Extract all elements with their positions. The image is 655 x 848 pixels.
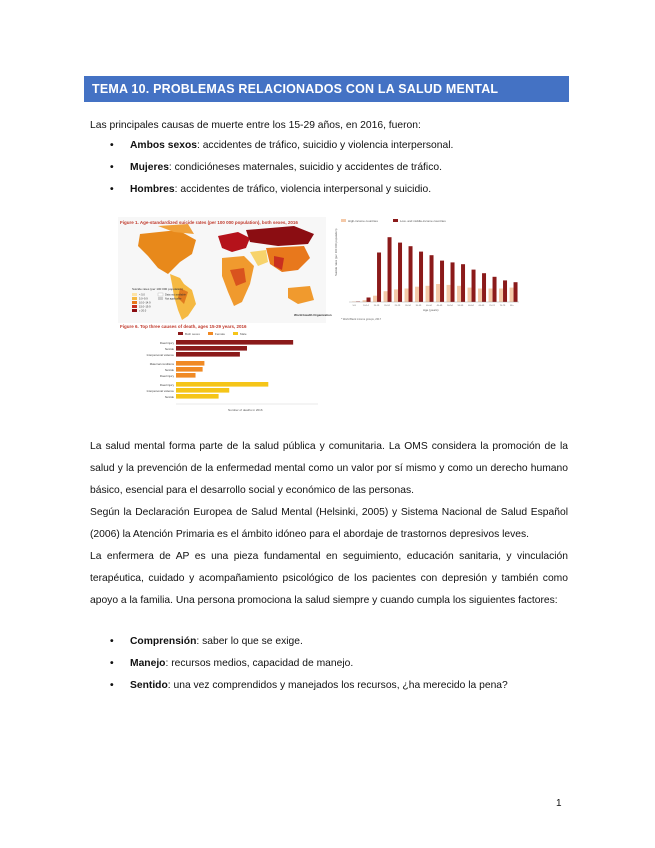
factor-text: : saber lo que se exige. [196, 636, 303, 647]
y-tick-label: Road injury [159, 341, 174, 345]
bar-45-49 [436, 284, 440, 302]
bar-legend-label: High-income countries [348, 219, 378, 223]
bar-male [176, 382, 268, 387]
bar-70-74 [493, 277, 497, 302]
list-item [90, 161, 568, 183]
x-tick-label: 80+ [510, 305, 514, 307]
legend-swatch [233, 332, 238, 335]
factor-text: : recursos medios, capacidad de manejo. [165, 658, 354, 669]
cause-text: : accidentes de tráfico, suicidio y violencia interpersonal. [196, 140, 454, 151]
bar-male [176, 388, 229, 393]
legend-swatch [132, 305, 137, 308]
x-tick-label: 65-69 [478, 305, 485, 307]
bar-male [176, 394, 219, 399]
y-tick-label: Road injury [159, 383, 174, 387]
x-tick-label: 55-59 [457, 305, 464, 307]
bar-55-59 [461, 264, 465, 302]
bar-female [176, 367, 203, 372]
bar-10-14 [363, 300, 367, 302]
legend-swatch [178, 332, 183, 335]
bar-80+ [514, 282, 518, 302]
x-tick-label: 50-54 [447, 305, 453, 307]
list-item [90, 657, 568, 679]
factor-label: Comprensión [130, 636, 197, 647]
x-tick-label: 70-74 [489, 305, 495, 307]
bar-15-19 [373, 296, 377, 302]
legend-label: ≥ 20.0 [139, 309, 147, 313]
cause-text: : condicióneses maternales, suicidio y accidentes de tráfico. [168, 162, 442, 173]
x-tick-label: 25-29 [394, 305, 401, 307]
bar2-title: Figure 6. Top three causes of death, ages 15-29 years, 2016 [120, 324, 247, 329]
top-causes-bar-chart [118, 322, 328, 412]
bar-30-34 [409, 246, 413, 302]
y-tick-label: Suicide [164, 368, 174, 372]
bar-80+ [510, 288, 514, 302]
bar-female [176, 373, 196, 378]
y-tick-label: Road injury [159, 374, 174, 378]
bar-20-24 [384, 291, 388, 302]
legend-label: < 5.0 [139, 293, 145, 297]
figure-composite [118, 212, 528, 412]
bar-10-14 [367, 298, 371, 303]
bar-both-sexes [176, 352, 240, 357]
cause-label: Ambos sexos [130, 140, 197, 151]
y-tick-label: Maternal conditions [149, 362, 174, 366]
bar-55-59 [457, 286, 461, 302]
x-tick-label: 10-14 [363, 305, 369, 307]
section-title: TEMA 10. PROBLEMAS RELACIONADOS CON LA SALUD MENTAL [84, 76, 569, 102]
paragraph: Según la Declaración Europea de Salud Mental (Helsinki, 2005) y Sistema Nacional de Salud Español (2006) la Atención Primaria es el ámbito idóneo para el abordaje de trastornos depresivos leves. [90, 507, 568, 540]
x-tick-label: 75-79 [499, 305, 506, 307]
x-tick-label: 35-39 [415, 305, 422, 307]
bar-footnote: * World Bank income groups, 2017 [341, 318, 382, 321]
cause-text: : accidentes de tráfico, violencia interpersonal y suicidio. [174, 184, 432, 195]
y-tick-label: Interpersonal violence [146, 353, 174, 357]
legend-label: Not applicable [165, 297, 182, 301]
bar-25-29 [398, 243, 402, 302]
bar-15-19 [377, 253, 381, 303]
bar-female [176, 361, 204, 366]
age-suicide-bar-chart [333, 216, 523, 324]
list-item [90, 635, 568, 657]
list-item [90, 679, 568, 701]
bar-75-79 [499, 289, 503, 303]
bar-50-54 [451, 262, 455, 302]
bar-35-39 [419, 252, 423, 302]
bar-35-39 [415, 287, 419, 302]
factor-label: Manejo [130, 658, 166, 669]
x-tick-label: 20-24 [384, 305, 390, 307]
causes-list [90, 139, 568, 205]
legend-label: 15.0–19.9 [139, 305, 151, 309]
intro-text: Las principales causas de muerte entre los 15-29 años, en 2016, fueron: [90, 120, 421, 131]
who-logo-text: World Health Organization [294, 313, 332, 317]
legend-label: 5.0–9.9 [139, 297, 148, 301]
bar2-legend: Both sexes [185, 332, 200, 336]
legend-swatch [132, 301, 137, 304]
bar-70-74 [489, 289, 493, 303]
bar-both-sexes [176, 340, 293, 345]
factor-text: : una vez comprendidos y manejados los recursos, ¿ha merecido la pena? [167, 680, 508, 691]
legend-swatch [341, 219, 346, 222]
x-tick-label: 45-49 [436, 305, 443, 307]
y-tick-label: Suicide [164, 395, 174, 399]
bar-40-44 [426, 286, 430, 302]
y-tick-label: Suicide [164, 347, 174, 351]
bar-60-64 [472, 270, 476, 302]
bar-65-69 [482, 273, 486, 302]
bar-25-29 [394, 289, 398, 302]
paragraph: La salud mental forma parte de la salud pública y comunitaria. La OMS considera la promoción de la salud y la prevención de la enfermedad mental como un valor por sí mismo y como un derecho humano básico, esencial para el desarrollo social y económico de las personas. [90, 441, 568, 496]
bar2-legend: Female [215, 332, 226, 336]
factor-label: Sentido [130, 680, 168, 691]
bar-20-24 [388, 237, 392, 302]
legend-swatch [132, 293, 137, 296]
legend-label: 10.0–14.9 [139, 301, 151, 305]
map-title: Figure 1. Age-standardized suicide rates (per 100 000 population), both sexes, 2016 [120, 220, 298, 225]
paragraph: La enfermera de AP es una pieza fundamental en seguimiento, educación sanitaria, y vinculación terapéutica, cuidado y acompañamiento psicológico de los pacientes con depresión y también como apoyo a la familia. Una persona promociona la salud siempre y cuando cumpla los siguientes factores: [90, 551, 568, 606]
x-tick-label: 40-44 [426, 305, 432, 307]
bar-75-79 [503, 280, 507, 302]
bar-65-69 [478, 289, 482, 303]
factors-list [90, 635, 568, 701]
legend-swatch [158, 297, 163, 300]
map-legend-title: Suicide rates (per 100 000 population) [132, 287, 183, 291]
bar-50-54 [447, 285, 451, 302]
bar-xlabel: Age (years) [423, 308, 439, 312]
bar-legend-label: Low- and middle-income countries [400, 219, 446, 223]
bar-ylabel: Suicide rates (per 100 000 population) [334, 228, 338, 276]
bar-30-34 [405, 289, 409, 303]
bar-60-64 [468, 288, 472, 302]
x-tick-label: 15-19 [373, 305, 380, 307]
bar2-legend: Male [240, 332, 247, 336]
y-tick-label: Interpersonal violence [146, 389, 174, 393]
bar2-xlabel: Number of deaths in 2016 [228, 408, 263, 412]
bar-40-44 [430, 255, 434, 302]
x-tick-label: 30-34 [405, 305, 411, 307]
legend-swatch [208, 332, 213, 335]
legend-swatch [158, 293, 163, 296]
bar-45-49 [440, 261, 444, 302]
legend-label: Data not available [165, 293, 186, 297]
cause-label: Hombres [130, 184, 175, 195]
cause-label: Mujeres [130, 162, 169, 173]
x-tick-label: 5-9 [352, 305, 356, 307]
legend-swatch [393, 219, 398, 222]
list-item [90, 139, 568, 161]
legend-swatch [132, 309, 137, 312]
legend-swatch [132, 297, 137, 300]
list-item [90, 183, 568, 205]
page-number: 1 [556, 798, 562, 809]
bar-both-sexes [176, 346, 247, 351]
x-tick-label: 60-64 [468, 305, 474, 307]
